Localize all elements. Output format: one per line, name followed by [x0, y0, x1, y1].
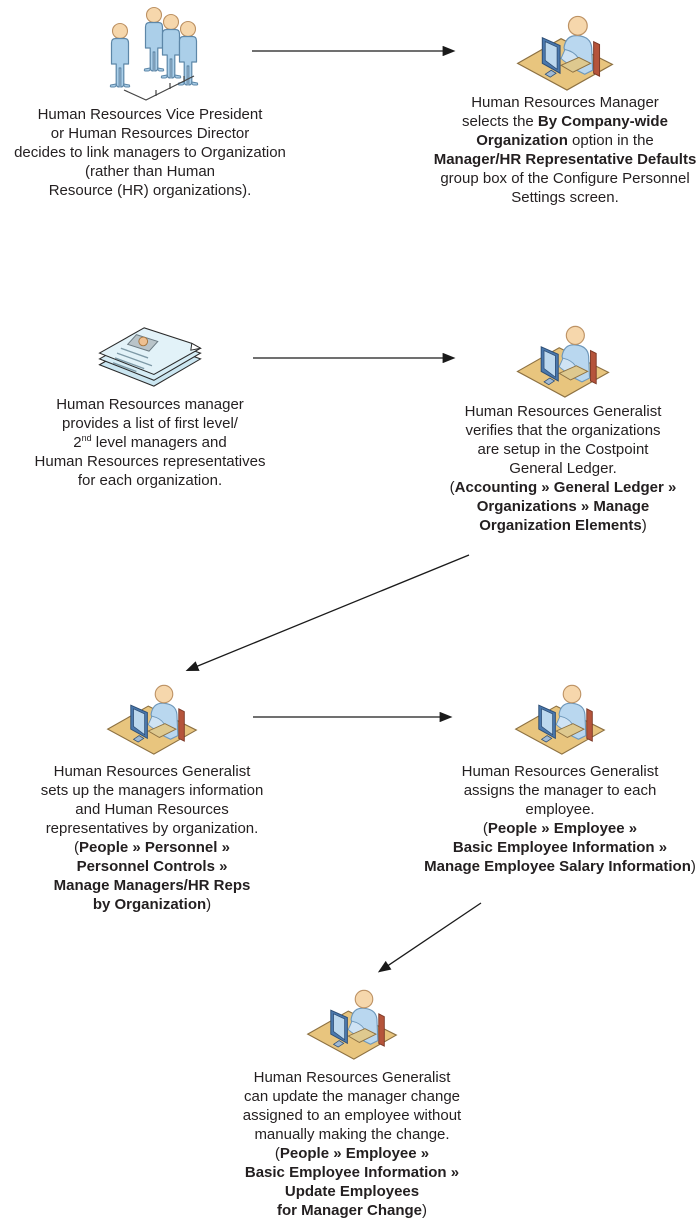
person-at-computer-icon	[515, 14, 615, 91]
flow-step-7	[202, 988, 502, 1219]
flow-arrow-5	[380, 903, 481, 971]
flow-step-5	[2, 683, 302, 914]
flow-step-6	[410, 683, 698, 876]
step-1-caption: Human Resources Vice President or Human Resources Director decides to link managers to Organization (rather than Human Resource (HR) organizations).	[14, 106, 286, 199]
step-4-caption: Human Resources Generalist verifies that the organizations are setup in the Costpoint General Ledger. (Accounting » General Ledger » Organizations » Manage Organization Elements)	[449, 403, 677, 534]
flow-step-1	[0, 2, 300, 200]
person-at-computer-icon	[102, 683, 202, 755]
step-5-caption: Human Resources Generalist sets up the managers information and Human Resources representatives by organization. (People » Personnel » Personnel Controls » Manage Managers/HR Reps by Organization)	[40, 763, 264, 913]
flow-step-3	[0, 322, 300, 490]
step-2-caption: Human Resources Manager selects the By Company-wide Organization option in the Manager/HR Representative Defaults group box of the Configure Personnel Settings screen.	[433, 94, 697, 206]
flow-step-2	[415, 14, 698, 207]
step-6-caption: Human Resources Generalist assigns the manager to each employee. (People » Employee » Basic Employee Information » Manage Employee Salary Information)	[424, 763, 696, 875]
person-at-computer-icon	[302, 988, 402, 1060]
flow-step-4	[413, 324, 698, 535]
documents-stack-icon	[88, 322, 213, 390]
person-at-computer-icon	[510, 683, 610, 755]
step-3-caption: Human Resources manager provides a list of first level/ 2nd level managers and Human Resources representatives for each organization.	[34, 396, 266, 489]
flow-arrow-3	[188, 555, 469, 670]
person-at-computer-icon	[513, 324, 613, 398]
people-group-icon	[90, 2, 210, 102]
step-7-caption: Human Resources Generalist can update the manager change assigned to an employee without manually making the change. (People » Employee » Basic Employee Information » Update Employees for Manager Change)	[242, 1069, 462, 1219]
